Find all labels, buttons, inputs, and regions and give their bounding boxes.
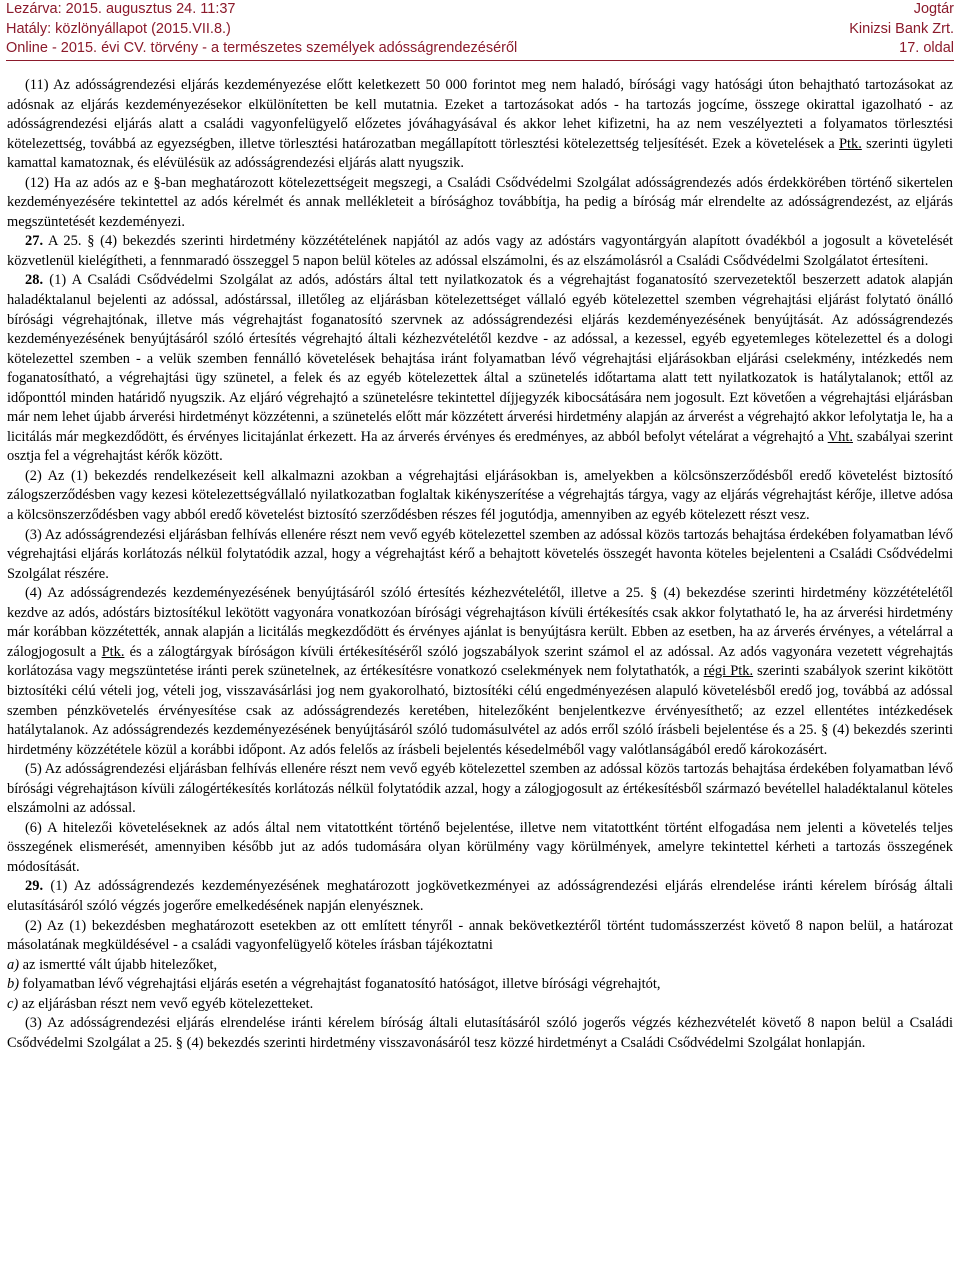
- header-closed-date: Lezárva: 2015. augusztus 24. 11:37: [6, 1, 236, 17]
- paragraph-11: (11) Az adósságrendezési eljárás kezdeményezése előtt keletkezett 50 000 forintot meg nem haladó, bírósági vagy hatósági úton behajtható tartozásokat az adósnak az eljárás kezdeményezésekor elkülönítetten be kell mutatnia. Ezeket a tartozásokat adós - ha tartozás jogcíme, összege okirattal igazolható - az adósságrendezési eljárás alatt a családi vagyonfelügyelő előzetes jóváhagyásával és akkor lehet kifizetni, ha az nem veszélyezteti a folyamatos törlesztési kötelezettség, továbbá az egyezségben, illetve törlesztési határozatban megállapított törlesztési kötelezettség teljesítését. Ezek a követelések a Ptk. szerinti ügyleti kamattal kamatoznak, és elévülésük az adósságrendezési eljárás alatt nyugszik.: [7, 77, 953, 172]
- ptk-link[interactable]: Ptk.: [838, 135, 862, 152]
- vht-link[interactable]: Vht.: [827, 428, 853, 445]
- list-item: a) az ismertté vált újabb hitelezőket,: [7, 956, 218, 973]
- ptk-link[interactable]: Ptk.: [101, 643, 125, 660]
- section-28-paragraph-1: 28. (1) A Családi Csődvédelmi Szolgálat az adós, adóstárs által tett nyilatkozatok és a végrehajtást foganatosító szervezetektől beszerzett adatok alapján haladéktalanul bejelenti az adóssal, adóstárssal, illetőleg az eljárásban kötelezettséget vállaló egyéb kötelezettel szemben végrehajtási eljárást folytató önálló bírósági végrehajtónak, illetve más végrehajtást foganatosító szervnek az adósságrendezési eljárás kezdeményezésének benyújtását. Az adósságrendezés kezdeményezésének benyújtásáról szóló értesítés végrehajtó általi kézhezvételétől kezdve - az adóssal, a kezessel, egyéb egyetemleges kötelezettel és a dologi kötelezettel szemben - a velük szemben fennálló követelések behajtása iránt folyamatban lévő végrehajtási eljárásokban eljárási cselekmény, intézkedés nem foganatosítható, a végrehajtási ügy szünetel, a felek és az egyéb kötelezettek által a szünetelés időtartama alatt tett nyilatkozatok is hatálytalanok; ettől az időponttól minden határidő nyugszik. Az eljáró végrehajtó a szünetelésre tekintettel díjjegyzék kibocsátására nem jogosult. Ezt követően a végrehajtási eljárásban már nem lehet újabb árverési hirdetményt közzétenni, a szünetelés előtt már közzétett árverési hirdetmény alapján az árverést a végrehajtó akkor lefolytatja le, ha a licitálás már megkezdődött, és érvényes licitajánlat érkezett. Ha az árverés érvényes és eredményes, az abból befolyt vételárat a végrehajtó a Vht. szabályai szerint osztja fel a végrehajtást kérők között.: [7, 272, 953, 465]
- section-28-paragraph-6: (6) A hitelezői követeléseknek az adós által nem vitatottként történő bejelentése, illetve nem vitatottként történt elfogadása nem jelenti a követelés teljes összegének elismerését, amennyiben később jut az adós tudomására olyan körülmény vagy körülmények, amelyre tekintettel kérheti a tartozás összegének módosítását.: [7, 819, 953, 875]
- section-27: 27. A 25. § (4) bekezdés szerinti hirdetmény közzétételének napjától az adós vagy az adóstárs vagyontárgyán alapított óvadékból a jogosult a követelését közvetlenül kielégítheti, a fennmaradó összeggel 5 napon belül köteles az adóssal elszámolni, és az elszámolásról a Családi Csődvédelmi Szolgálatot értesíteni.: [7, 233, 953, 269]
- list-item: b) folyamatban lévő végrehajtási eljárás esetén a végrehajtást foganatosító hatóságot, illetve bírósági végrehajtót,: [7, 976, 661, 993]
- list-item-label: b): [7, 976, 20, 993]
- section-28-paragraph-5: (5) Az adósságrendezési eljárásban felhívás ellenére részt nem vevő egyéb kötelezettel szemben az adóssal közös tartozás behajtása érdekében folyamatban lévő bírósági végrehajtáson kívüli zálogértékesítés korlátozás nélkül folytatódik azzal, hogy a zálogjogosult az értékesítésből származó bevétellel haladéktalanul köteles elszámolni az adóssal.: [7, 761, 953, 817]
- list-item: c) az eljárásban részt nem vevő egyéb kötelezetteket.: [7, 995, 314, 1012]
- list-item-label: c): [7, 995, 19, 1012]
- header-left: [6, 0, 517, 59]
- header-product-name: Jogtár: [913, 1, 954, 17]
- section-number: 27.: [25, 233, 44, 250]
- section-29-paragraph-3: (3) Az adósságrendezési eljárás elrendelése iránti kérelem bíróság általi elutasításáról szóló jogerős végzés kézhezvételét követő 8 napon belül a Családi Csődvédelmi Szolgálat a 25. § (4) bekezdés szerinti hirdetmény visszavonásáról tesz közzé hirdetményt a Családi Csődvédelmi Szolgálat honlapján.: [7, 1015, 953, 1051]
- section-28-paragraph-3: (3) Az adósságrendezési eljárásban felhívás ellenére részt nem vevő egyéb kötelezettel szemben az adóssal közös tartozás behajtása érdekében folyamatban lévő végrehajtási eljárás korlátozás nélkül folytatódik azzal, hogy a végrehajtást kérő a behajtott követelés összegét havonta köteles bejelenteni a Családi Csődvédelmi Szolgálat részére.: [7, 526, 953, 582]
- regi-ptk-link[interactable]: régi Ptk.: [703, 663, 754, 680]
- list-item-label: a): [7, 956, 20, 973]
- section-28-paragraph-2: (2) Az (1) bekezdés rendelkezéseit kell alkalmazni azokban a végrehajtási eljárásokban is, amelyekben a kölcsönszerződésből eredő követelést biztosító zálogszerződésben vagy kezesi kötelezettségvállaló nyilatkozatban foglaltak kikényszerítése a végrehajtás tárgya, vagy az eljárás végrehajtást kérője, illetve adósa a kölcsönszerződésben vagy abból eredő követelést biztosító szerződésben részes fél jogutódja, amennyiben az egyéb kötelezett részt vesz.: [7, 467, 953, 524]
- page-header: [6, 0, 954, 62]
- document-body: [7, 76, 953, 1053]
- section-number: 28.: [25, 272, 44, 289]
- paragraph-12: (12) Ha az adós az e §-ban meghatározott kötelezettségeit megszegi, a Családi Csődvédelmi Szolgálat adósságrendezés adós érdekkörében történő sikertelen kezdeményezésére tekintettel az adós kérelmét és annak mellékleteit a bírósághoz továbbítja, ha pedig a bíróság már elrendelte az adósságrendezést, az eljárás megszüntetését kezdeményezi.: [7, 174, 953, 230]
- header-licensee: Kinizsi Bank Zrt.: [849, 20, 954, 37]
- header-right: [849, 0, 954, 59]
- section-number: 29.: [25, 878, 44, 895]
- header-divider: [6, 60, 954, 61]
- header-page-number: 17. oldal: [899, 40, 954, 56]
- section-29-paragraph-1: 29. (1) Az adósságrendezés kezdeményezésének meghatározott jogkövetkezményei az adósságrendezési eljárás elrendelése iránti kérelem bíróság általi elutasításáról szóló végzés jogerőre emelkedésének napján elenyésznek.: [7, 878, 953, 914]
- section-28-paragraph-4: (4) Az adósságrendezés kezdeményezésének benyújtásáról szóló értesítés kézhezvételétől, illetve a 25. § (4) bekezdése szerinti hirdetmény közzétételétől kezdve az adós, adóstárs biztosítékul lekötött vagyonára vonatkozóan bírósági végrehajtáson kívüli értékesítés csak akkor folytatható le, ha az árverési hirdetmény már korábban közzétették, annak alapján a licitálás megkezdődött és érvényes ajánlat is benyújtásra került. Ebben az esetben, ha az árverés érvényes, a vételárral a zálogjogosult a Ptk. és a zálogtárgyak bíróságon kívüli értékesítéséről szóló jogszabályok szerint számol el az adóssal. Az adós vagyonára vezetett végrehajtás korlátozása vagy megszüntetése iránti perek szünetelnek, az értékesítésre vonatkozó cselekmények nem folytathatók, a régi Ptk. szerinti szabályok szerint kikötött biztosítéki célú vételi jog, vételi jog, visszavásárlási jog nem gyakorolható, biztosítéki célú engedményezésen alapuló követelésből eredő jog, továbbá az adóssal szemben pénzkövetelés érvényesítése csak az adósságrendezés keretében, hitelezőként benjelentkezve érvényesíthető; az ezzel ellentétes intézkedések hatálytalanok. Az adósságrendezés kezdeményezésének benyújtásáról szóló tudomásulvétel az adós erről szóló írásbeli bejelentése és a 25. § (4) bekezdés szerinti hirdetmény közzététele közül a korábbi időpont. Az adós felelős az írásbeli bejelentés késedelméből vagy valótlanságából eredő károkozásért.: [7, 585, 953, 758]
- header-effect-state: Hatály: közlönyállapot (2015.VII.8.): [6, 20, 231, 37]
- header-document-title: Online - 2015. évi CV. törvény - a természetes személyek adósságrendezéséről: [6, 40, 518, 56]
- section-29-paragraph-2: (2) Az (1) bekezdésben meghatározott esetekben az ott említett tényről - annak bekövetkeztéről történt tudomásszerzést követő 8 napon belül, a határozat másolatának megküldésével - a családi vagyonfelügyelő köteles írásban tájékoztatni: [7, 917, 953, 954]
